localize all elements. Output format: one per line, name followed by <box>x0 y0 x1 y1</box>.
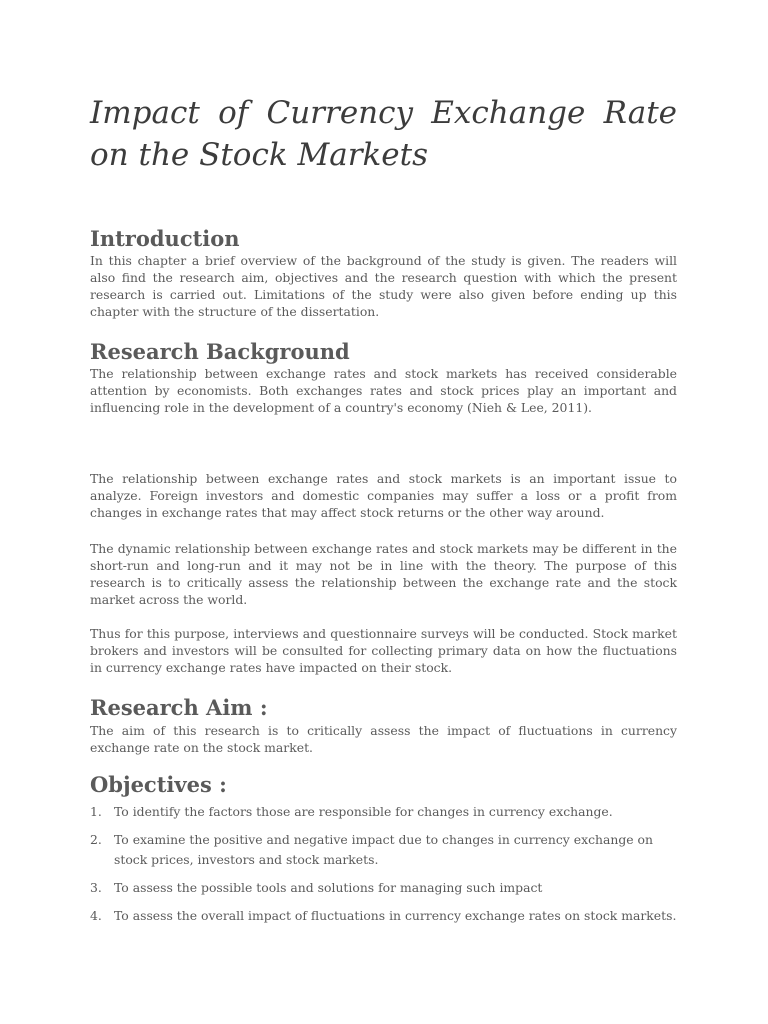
heading-research-aim: Research Aim : <box>90 695 268 720</box>
list-item-number: 3. <box>90 880 102 895</box>
list-item-text: To identify the factors those are responsible for changes in currency exchange. <box>114 804 613 819</box>
list-item-number: 4. <box>90 908 102 923</box>
research-aim-paragraph: The aim of this research is to critically assess the impact of fluctuations in currency exchange rate on the stock market. <box>90 723 677 755</box>
list-item-text: To assess the possible tools and solutions for managing such impact <box>114 880 543 895</box>
list-item-text: To examine the positive and negative impact due to changes in currency exchange on stock prices, investors and stock markets. <box>114 832 653 867</box>
objectives-list <box>90 802 677 934</box>
background-paragraph-3: The dynamic relationship between exchange rates and stock markets may be different in the short-run and long-run and it may not be in line with the theory. The purpose of this research is to critically assess the relationship between the exchange rate and the stock market across the world. <box>90 541 677 607</box>
list-item-number: 2. <box>90 832 102 847</box>
list-item <box>90 830 677 870</box>
heading-research-background: Research Background <box>90 339 350 364</box>
list-item-number: 1. <box>90 804 102 819</box>
background-paragraph-2: The relationship between exchange rates and stock markets is an important issue to analyze. Foreign investors and domestic companies may suffer a loss or a profit from changes in exchange rates that may affect stock returns or the other way around. <box>90 471 677 520</box>
list-item <box>90 878 677 898</box>
document-title: Impact of Currency Exchange Rate on the Stock Markets <box>90 95 677 173</box>
heading-objectives: Objectives : <box>90 772 227 797</box>
introduction-paragraph: In this chapter a brief overview of the background of the study is given. The readers will also find the research aim, objectives and the research question with which the present research is carried out. Limitations of the study were also given before ending up this chapter with the structure of the dissertation. <box>90 253 677 319</box>
list-item-text: To assess the overall impact of fluctuations in currency exchange rates on stock markets. <box>114 908 677 923</box>
background-paragraph-1: The relationship between exchange rates and stock markets has received considerable attention by economists. Both exchanges rates and stock prices play an important and influencing role in the development of a country's economy (Nieh & Lee, 2011). <box>90 366 677 415</box>
list-item <box>90 906 677 926</box>
background-paragraph-4: Thus for this purpose, interviews and questionnaire surveys will be conducted. Stock market brokers and investors will be consulted for collecting primary data on how the fluctuations in currency exchange rates have impacted on their stock. <box>90 626 677 675</box>
heading-introduction: Introduction <box>90 226 240 251</box>
list-item <box>90 802 677 822</box>
